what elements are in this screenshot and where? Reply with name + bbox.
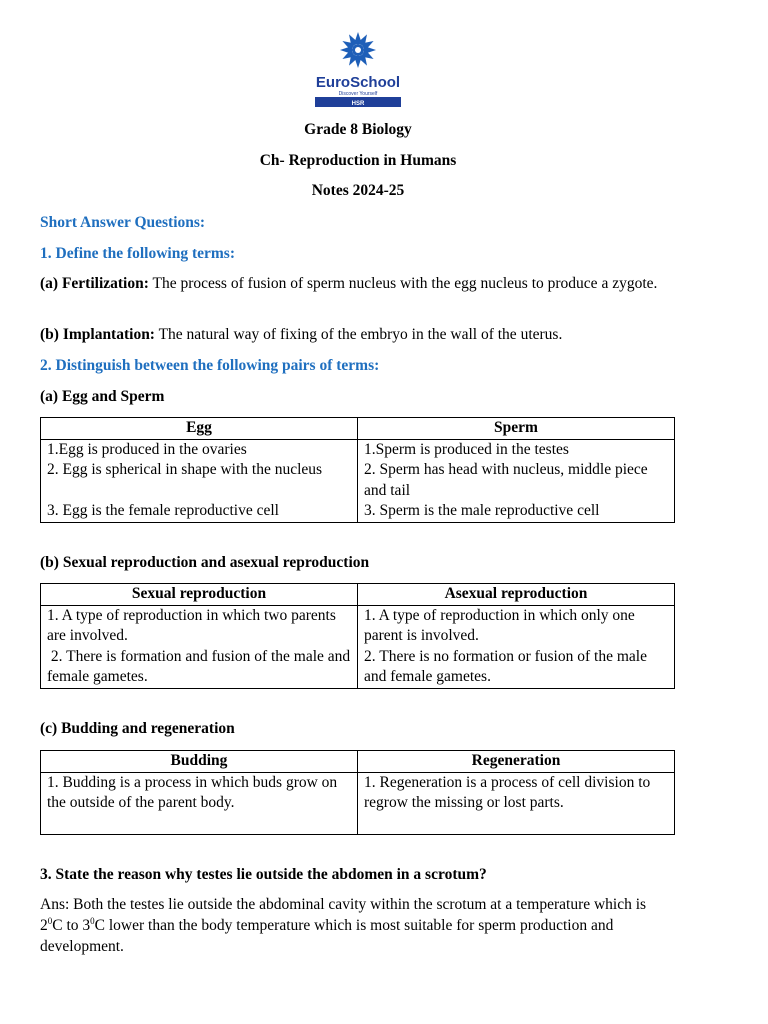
cell-line: 1.Sperm is produced in the testes (364, 440, 569, 458)
cell-line: 2. Sperm has head with nucleus, middle piece and tail (364, 461, 648, 499)
table-header: Sperm (358, 418, 675, 440)
term-label: (a) Fertilization: (40, 275, 149, 292)
table-header: Budding (41, 751, 358, 773)
doc-title-notes: Notes 2024-25 (311, 182, 405, 199)
cell-line: 2. There is formation and fusion of the male and female gametes. (47, 647, 355, 685)
subquestion-b-heading: (b) Sexual reproduction and asexual reproduction (40, 554, 370, 571)
doc-title-grade: Grade 8 Biology (304, 121, 412, 138)
table-cell (41, 772, 358, 834)
doc-title-chapter: Ch- Reproduction in Humans (259, 152, 457, 169)
cell-line: 1.Egg is produced in the ovaries (47, 440, 247, 458)
answer-3 (40, 894, 652, 957)
subquestion-c-heading: (c) Budding and regeneration (40, 720, 235, 737)
answer-text: Ans: Both the testes lie outside the abdominal cavity within the scrotum at a temperature which is 2 (40, 896, 647, 934)
answer-text: C lower than the body temperature which is most suitable for sperm production and development. (40, 917, 614, 955)
cell-line: 1. A type of reproduction in which only one parent is involved. (364, 606, 635, 644)
cell-line: 3. Egg is the female reproductive cell (47, 502, 279, 519)
cell-line: 1. Regeneration is a process of cell division to regrow the missing or lost parts. (364, 773, 651, 811)
star-icon (340, 32, 376, 68)
cell-line: 3. Sperm is the male reproductive cell (364, 502, 600, 519)
table-sexual-asexual (40, 583, 675, 689)
table-cell (358, 439, 675, 522)
cell-line: 2. There is no formation or fusion of the male and female gametes. (364, 647, 647, 685)
table-cell (41, 605, 358, 688)
term-text: The natural way of fixing of the embryo in the wall of the uterus. (154, 326, 563, 343)
subquestion-a-heading: (a) Egg and Sperm (40, 388, 165, 405)
question-3-heading: 3. State the reason why testes lie outside the abdomen in a scrotum? (40, 866, 487, 883)
question-1-heading: 1. Define the following terms: (40, 245, 235, 262)
table-header: Asexual reproduction (358, 584, 675, 606)
table-egg-sperm (40, 417, 675, 523)
superscript: 0 (47, 915, 53, 926)
definition-implantation (40, 324, 680, 345)
cell-line: 1. A type of reproduction in which two parents are involved. (47, 606, 340, 644)
section-heading: Short Answer Questions: (40, 214, 206, 231)
table-header: Egg (41, 418, 358, 440)
question-2-heading: 2. Distinguish between the following pairs of terms: (40, 357, 380, 374)
table-cell (41, 439, 358, 522)
table-budding-regeneration (40, 750, 675, 835)
table-header: Regeneration (358, 751, 675, 773)
logo-branch: HSR (351, 101, 365, 107)
superscript: 0 (90, 915, 95, 926)
cell-line: 2. Egg is spherical in shape with the nucleus (47, 461, 323, 478)
table-cell (358, 605, 675, 688)
term-text: The process of fusion of sperm nucleus with the egg nucleus to produce a zygote. (148, 275, 658, 292)
definition-fertilization (40, 273, 670, 294)
logo-brand: EuroSchool (315, 74, 401, 91)
term-label: (b) Implantation: (40, 326, 155, 343)
table-cell (358, 772, 675, 834)
cell-line: 1. Budding is a process in which buds grow on the outside of the parent body. (47, 773, 338, 811)
logo-tagline: Discover Yourself (338, 91, 378, 97)
answer-text: C to 3 (52, 917, 91, 934)
euroschool-logo (312, 30, 404, 110)
table-header: Sexual reproduction (41, 584, 358, 606)
